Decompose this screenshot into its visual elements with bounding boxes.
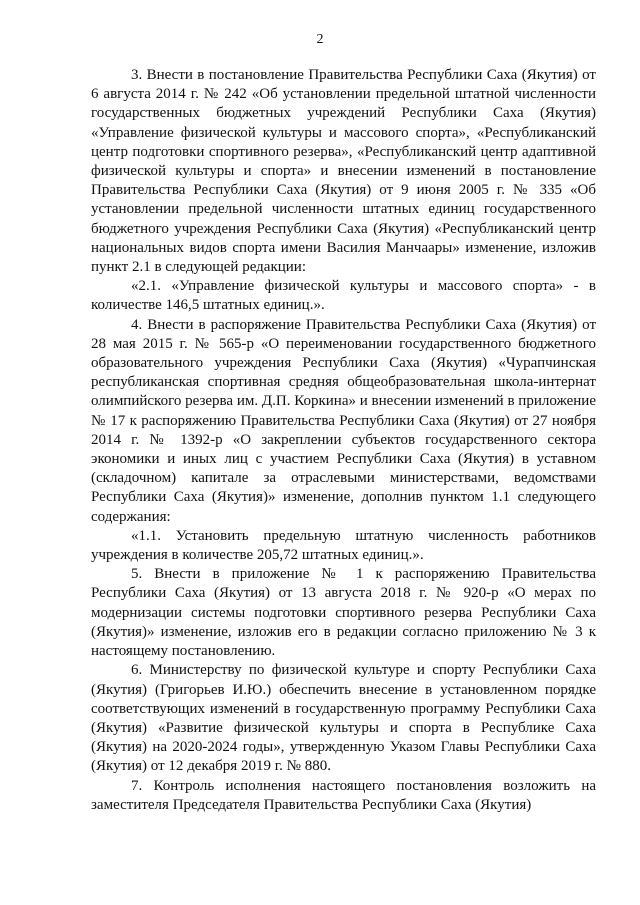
paragraph-item-3: 3. Внести в постановление Правительства Республики Саха (Якутия) от 6 августа 2014 г. № 242 «Об установлении предельной штатной численности государственных бюджетных учреждений Республики Саха (Якутия) «Управление физической культуры и массового спорта», «Республиканский центр подготовки спортивного резерва», «Республиканский центр адаптивной физической культуры и спорта» и внесении изменений в постановление Правительства Республики Саха (Якутия) от 9 июня 2005 г. № 335 «Об установлении предельной численности штатных единиц государственного бюджетного учреждения Республики Саха (Якутия) «Республиканский центр национальных видов спорта имени Василия Манчаары» изменение, изложив пункт 2.1 в следующей редакции:: [91, 67, 596, 276]
paragraph-item-5: 5. Внести в приложение № 1 к распоряжению Правительства Республики Саха (Якутия) от 13 августа 2018 г. № 920-р «О мерах по модернизации системы подготовки спортивного резерва Республики Саха (Якутия)» изменение, изложив его в редакции согласно приложению № 3 к настоящему постановлению.: [91, 566, 596, 660]
paragraph-subitem-2-1: «2.1. «Управление физической культуры и массового спорта» - в количестве 146,5 штатных единиц.».: [91, 278, 596, 314]
paragraph-item-6: 6. Министерству по физической культуре и спорту Республики Саха (Якутия) (Григорьев И.Ю.) обеспечить внесение в установленном порядке соответствующих изменений в государственную программу Республики Саха (Якутия) «Развитие физической культуры и спорта в Республике Саха (Якутия) на 2020-2024 годы», утвержденную Указом Главы Республики Саха (Якутия) от 12 декабря 2019 г. № 880.: [91, 662, 596, 775]
document-body: [91, 66, 596, 815]
paragraph-subitem-1-1: «1.1. Установить предельную штатную численность работников учреждения в количестве 205,72 штатных единиц.».: [91, 527, 596, 564]
paragraph-item-4: 4. Внести в распоряжение Правительства Республики Саха (Якутия) от 28 мая 2015 г. № 565-р «О переименовании государственного бюджетного образовательного учреждения Республики Саха (Якутия) «Чурапчинская республиканская спортивная средняя общеобразовательная школа-интернат олимпийского резерва им. Д.П. Коркина» и внесении изменений в приложение № 17 к распоряжению Правительства Республики Саха (Якутия) от 27 ноября 2014 г. № 1392-р «О закреплении субъектов государственного сектора экономики и иных лиц с участием Республики Саха (Якутия) в уставном (складочном) капитале за отраслевыми министерствами, ведомствами Республики Саха (Якутия)» изменение, дополнив пунктом 1.1 следующего содержания:: [91, 316, 596, 525]
page-number: 2: [316, 32, 324, 47]
paragraph-item-7: 7. Контроль исполнения настоящего постановления возложить на заместителя Председателя Правительства Республики Саха (Якутия): [91, 777, 596, 813]
